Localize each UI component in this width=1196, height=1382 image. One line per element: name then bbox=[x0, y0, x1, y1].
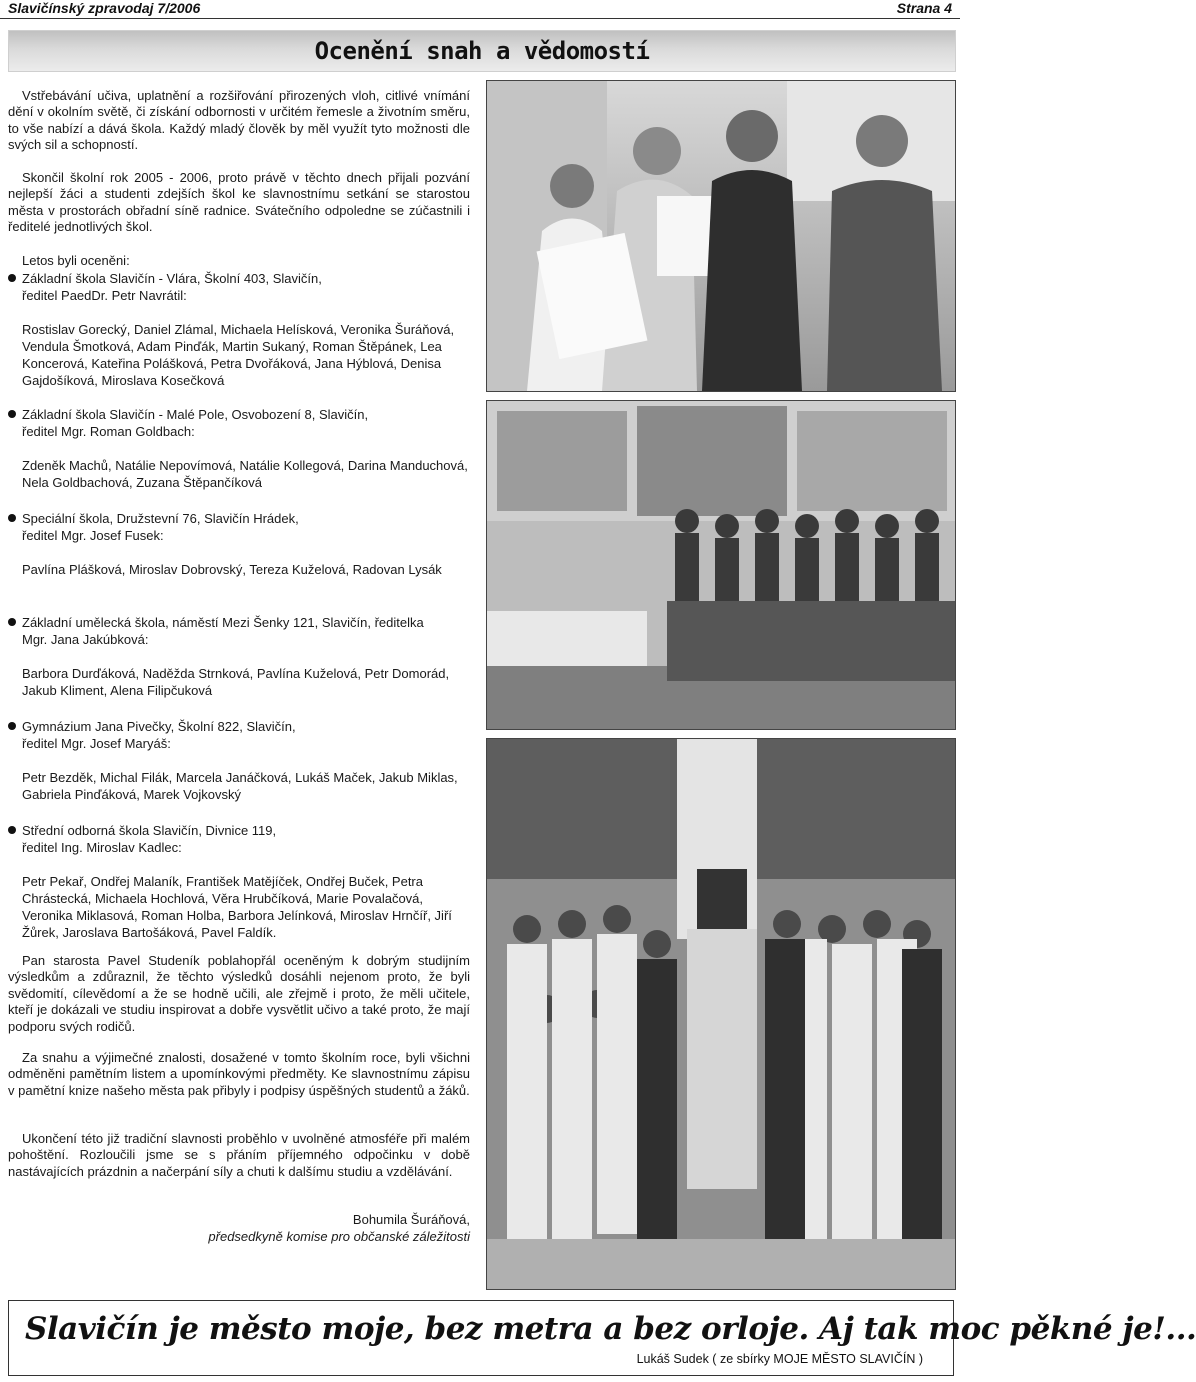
school-director: ředitel Ing. Miroslav Kadlec: bbox=[22, 840, 182, 855]
ceremony-photo bbox=[486, 80, 956, 392]
signature-name: Bohumila Šuráňová, bbox=[352, 1212, 470, 1227]
closing-paragraph: Ukončení této již tradiční slavnosti proběhlo v uvolněné atmosféře při malém pohoštění. Rozloučili jsme se s přáním příjemného odpočinku v době nastávajících prázdnin a načerpání síly a chuti k dalšímu studiu a vzdělávání. bbox=[8, 1131, 470, 1179]
school-name: Gymnázium Jana Pivečky, Školní 822, Slavičín, bbox=[22, 719, 296, 734]
bullet-icon bbox=[8, 826, 16, 834]
school-director: Mgr. Jana Jakúbková: bbox=[22, 632, 149, 647]
awarded-heading: Letos byli oceněni: bbox=[22, 253, 130, 268]
student-names: Pavlína Plášková, Miroslav Dobrovský, Tereza Kuželová, Radovan Lysák bbox=[22, 562, 442, 577]
bullet-icon bbox=[8, 618, 16, 626]
bullet-icon bbox=[8, 274, 16, 282]
hall-photo bbox=[486, 400, 956, 730]
school-name: Základní škola Slavičín - Malé Pole, Osvobození 8, Slavičín, bbox=[22, 407, 369, 422]
student-names: Barbora Durďáková, Naděžda Strnková, Pavlína Kuželová, Petr Domorád, Jakub Kliment, Alena Filipčuková bbox=[22, 666, 450, 698]
publication-name: Slavičínský zpravodaj 7/2006 bbox=[8, 0, 201, 16]
intro-paragraph: Vstřebávání učiva, uplatnění a rozšiřování přirozených vloh, citlivé vnímání dění v okolním světě, či získání odbornosti v určitém řemesle a životním směru, to vše nabízí a dává škola. Každý mladý člověk by měl využít tyto možnosti dle svých sil a schopností. bbox=[8, 88, 470, 153]
page-header bbox=[0, 0, 960, 16]
student-names: Rostislav Gorecký, Daniel Zlámal, Michaela Helísková, Veronika Šuráňová, Vendula Šmotková, Adam Pinďák, Martin Sukaný, Roman Štěpánek, Lea Koncerová, Kateřina Polášková, Petra Dvořáková, Jana Hýblová, Denisa Gajdošíková, Miroslava Kosečková bbox=[22, 322, 455, 388]
school-director: ředitel Mgr. Josef Fusek: bbox=[22, 528, 164, 543]
school-name: Základní škola Slavičín - Vlára, Školní 403, Slavičín, bbox=[22, 271, 322, 286]
mayor-paragraph: Pan starosta Pavel Studeník poblahopřál oceněným k dobrým studijním výsledkům a zdůraznil, že těchto výsledků dosáhli nejenom proto, že byli svědomití, cílevědomí a že se hodně učili, ale zřejmě i proto, že měli učitele, kteří je dokázali ve studiu inspirovat a dobře vysvětlit učivo a také proto, že mají podporu svých rodičů. bbox=[8, 953, 470, 1034]
footer-slogan: Slavičín je město moje, bez metra a bez orloje. Aj tak moc pěkné je!... bbox=[25, 1311, 1196, 1347]
school-director: ředitel Mgr. Josef Maryáš: bbox=[22, 736, 171, 751]
bullet-icon bbox=[8, 514, 16, 522]
school-director: ředitel Mgr. Roman Goldbach: bbox=[22, 424, 195, 439]
page-number: Strana 4 bbox=[896, 0, 952, 16]
event-paragraph: Skončil školní rok 2005 - 2006, proto právě v těchto dnech přijali pozvání nejlepší žáci a studenti zdejších škol ke slavnostnímu setkání se starostou města v prostorách obřadní síně radnice. Svátečního odpoledne se zúčastnili i ředitelé jednotlivých škol. bbox=[8, 170, 470, 235]
bullet-icon bbox=[8, 410, 16, 418]
student-names: Petr Pekař, Ondřej Malaník, František Matějíček, Ondřej Buček, Petra Chrástecká, Michaela Hochlová, Věra Hrubčíková, Marie Povalačová, Veronika Miklasová, Roman Holba, Barbora Jelínková, Miroslav Hrnčíř, Jiří Žůrek, Jaroslava Bartošáková, Pavel Faldík. bbox=[22, 874, 452, 940]
signature-role: předsedkyně komise pro občanské záležitosti bbox=[208, 1229, 470, 1244]
group-photo bbox=[486, 738, 956, 1290]
bullet-icon bbox=[8, 722, 16, 730]
school-director: ředitel PaedDr. Petr Navrátil: bbox=[22, 288, 187, 303]
school-name: Základní umělecká škola, náměstí Mezi Šenky 121, Slavičín, ředitelka bbox=[22, 615, 424, 630]
footer-credit: Lukáš Sudek ( ze sbírky MOJE MĚSTO SLAVIČÍN ) bbox=[636, 1352, 923, 1366]
awards-paragraph: Za snahu a výjimečné znalosti, dosažené v tomto školním roce, byli všichni odměněni pamětním listem a upomínkovými předměty. Ke slavnostnímu zápisu v pamětní knize našeho města pak přibyly i podpisy úspěšných studentů a žáků. bbox=[8, 1050, 470, 1098]
footer-quote-box bbox=[8, 1300, 1196, 1376]
student-names: Petr Bezděk, Michal Filák, Marcela Janáčková, Lukáš Maček, Jakub Miklas, Gabriela Pinďáková, Marek Vojkovský bbox=[22, 770, 458, 802]
signature bbox=[8, 1211, 470, 1245]
school-name: Střední odborná škola Slavičín, Divnice 119, bbox=[22, 823, 277, 838]
school-name: Speciální škola, Družstevní 76, Slavičín Hrádek, bbox=[22, 511, 299, 526]
title-banner bbox=[8, 30, 956, 72]
student-names: Zdeněk Machů, Natálie Nepovímová, Natálie Kollegová, Darina Manduchová, Nela Goldbachová, Zuzana Štěpančíková bbox=[22, 458, 468, 490]
article-title: Ocenění snah a vědomostí bbox=[314, 37, 650, 65]
header-divider bbox=[0, 18, 960, 19]
